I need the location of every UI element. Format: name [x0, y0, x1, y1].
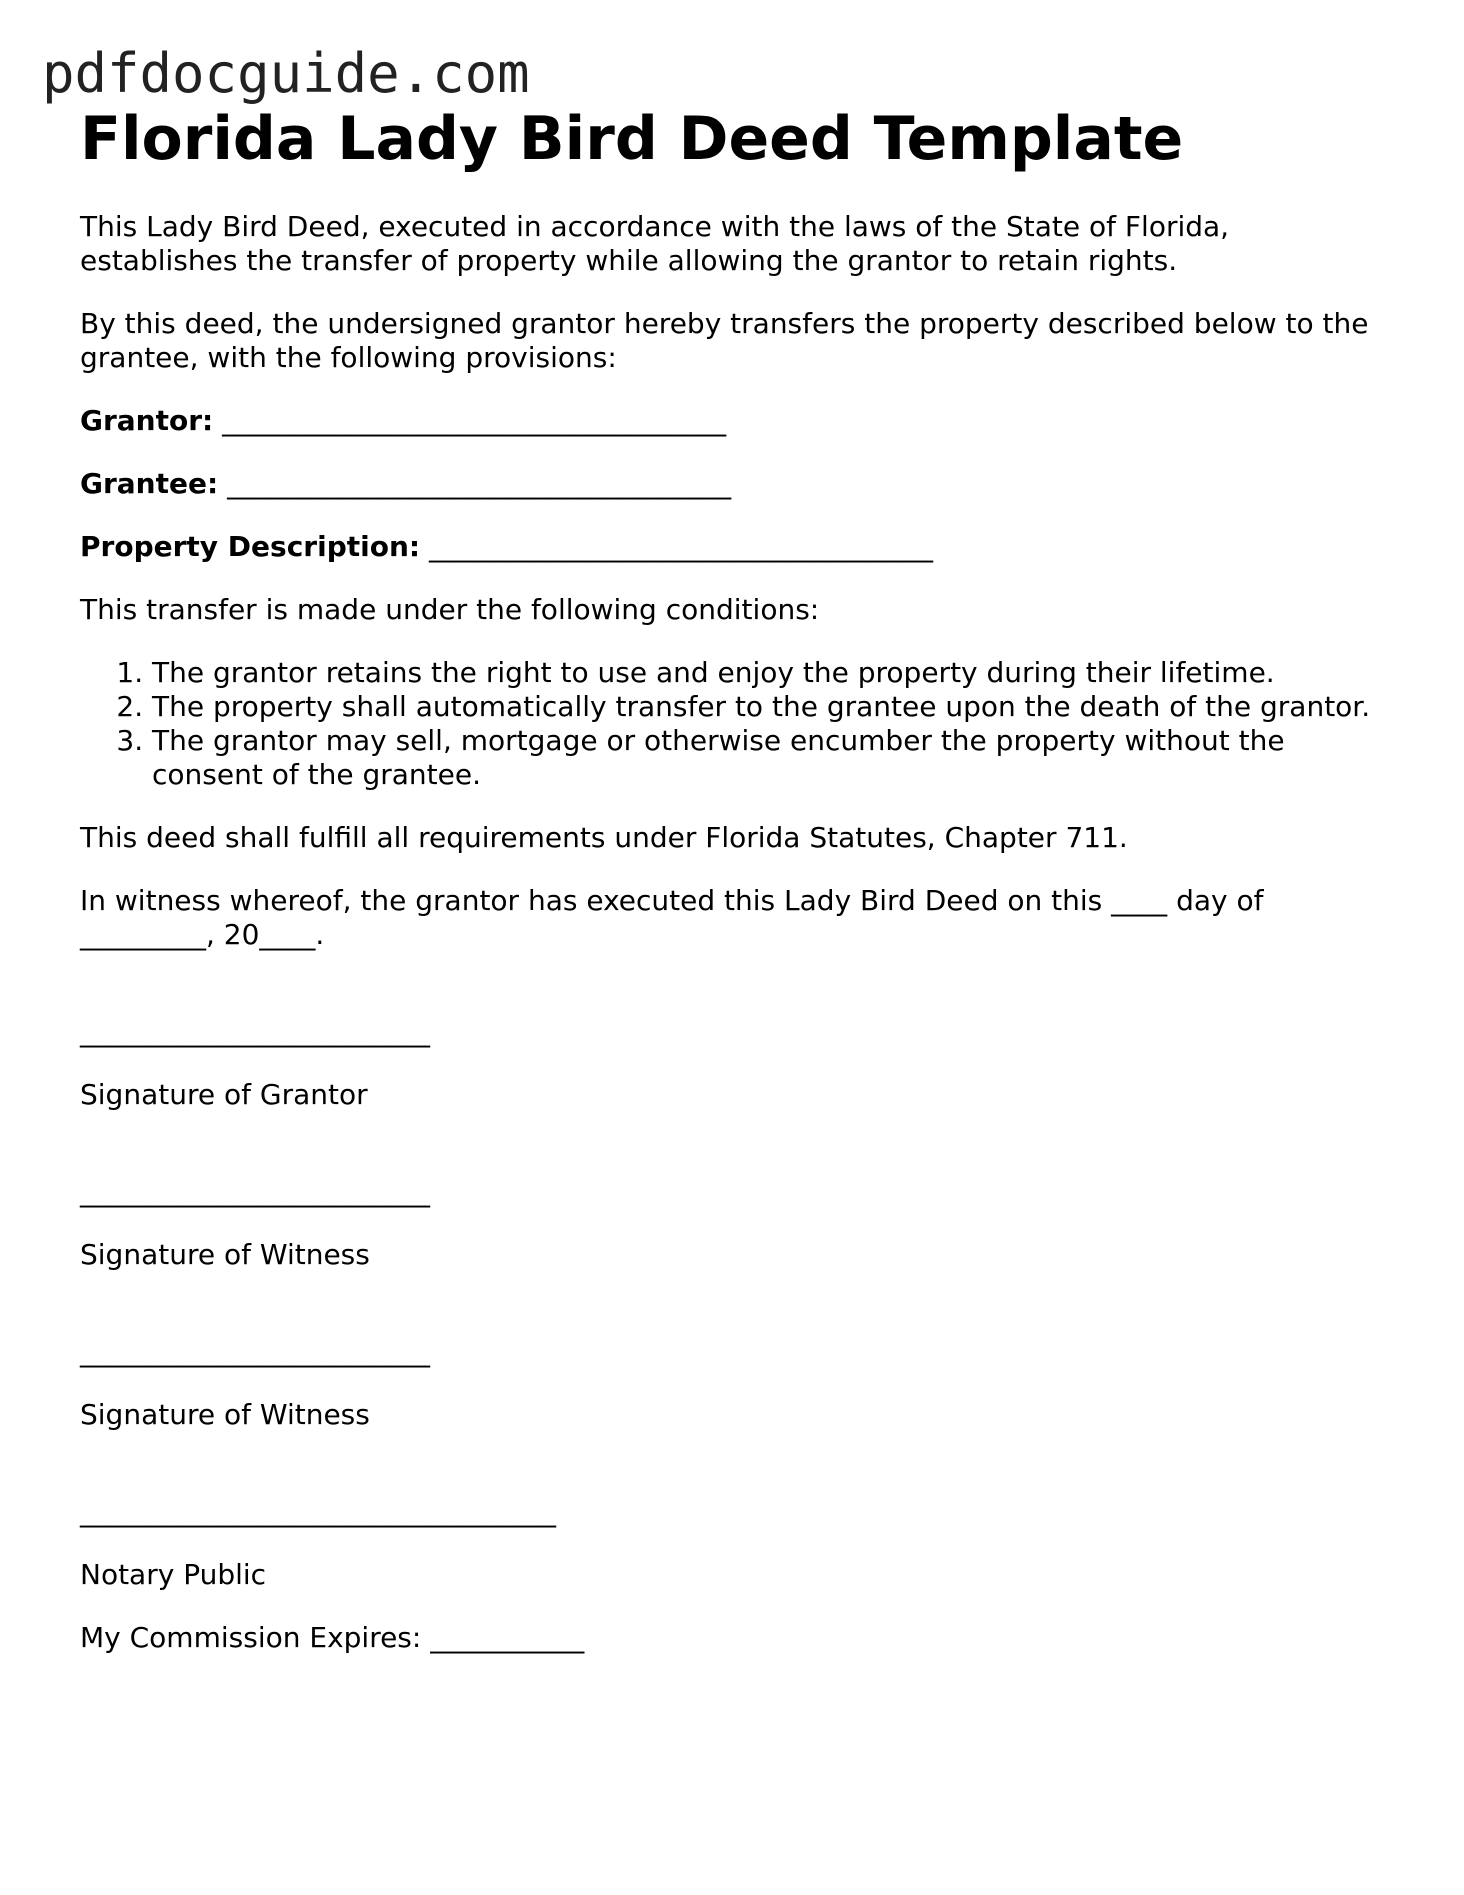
grantor-label: Grantor:	[80, 404, 214, 437]
grantee-label: Grantee:	[80, 467, 219, 500]
commission-expires-blank[interactable]: ___________	[430, 1621, 585, 1654]
transfer-statement: By this deed, the undersigned grantor hereby transfers the property described below to the grantee, with the following provisions:	[80, 307, 1369, 374]
notary-signature-block	[80, 1495, 1380, 1592]
grantee-blank[interactable]: ____________________________________	[227, 467, 732, 500]
notary-public-label: Notary Public	[80, 1558, 267, 1591]
grantor-blank[interactable]: ____________________________________	[222, 404, 727, 437]
grantor-signature-line[interactable]: _________________________	[80, 1015, 430, 1048]
witness-clause: In witness whereof, the grantor has executed this Lady Bird Deed on this ____ day of _________, 20____.	[80, 884, 1264, 951]
condition-item: 2. The property shall automatically transfer to the grantee upon the death of the grantor.	[152, 690, 1380, 724]
conditions-intro: This transfer is made under the following conditions:	[80, 593, 820, 626]
grantee-field	[80, 467, 1380, 501]
conditions-list	[80, 656, 1380, 792]
grantor-signature-label: Signature of Grantor	[80, 1078, 368, 1111]
commission-expires-label: My Commission Expires:	[80, 1621, 422, 1654]
notary-signature-line[interactable]: __________________________________	[80, 1495, 556, 1528]
document-body	[80, 100, 1380, 1655]
witness-signature-line[interactable]: _________________________	[80, 1335, 430, 1368]
witness-signature-block-1	[80, 1175, 1380, 1272]
witness-signature-line[interactable]: _________________________	[80, 1175, 430, 1208]
witness-signature-block-2	[80, 1335, 1380, 1432]
witness-signature-label: Signature of Witness	[80, 1238, 370, 1271]
statute-statement: This deed shall fulfill all requirements under Florida Statutes, Chapter 711.	[80, 821, 1128, 854]
condition-item: 3. The grantor may sell, mortgage or otherwise encumber the property without the consent of the grantee.	[152, 724, 1380, 792]
document-title: Florida Lady Bird Deed Template	[80, 104, 1184, 174]
property-description-label: Property Description:	[80, 530, 421, 563]
watermark-site-name: pdfdocguide.com	[42, 42, 530, 105]
witness-signature-label: Signature of Witness	[80, 1398, 370, 1431]
grantor-field	[80, 404, 1380, 438]
commission-expires-field	[80, 1621, 1380, 1655]
intro-paragraph: This Lady Bird Deed, executed in accordance with the laws of the State of Florida, establishes the transfer of property while allowing the grantor to retain rights.	[80, 210, 1230, 277]
grantor-signature-block	[80, 1015, 1380, 1112]
condition-item: 1. The grantor retains the right to use and enjoy the property during their lifetime.	[152, 656, 1380, 690]
property-description-field	[80, 530, 1380, 564]
property-description-blank[interactable]: ____________________________________	[429, 530, 933, 563]
